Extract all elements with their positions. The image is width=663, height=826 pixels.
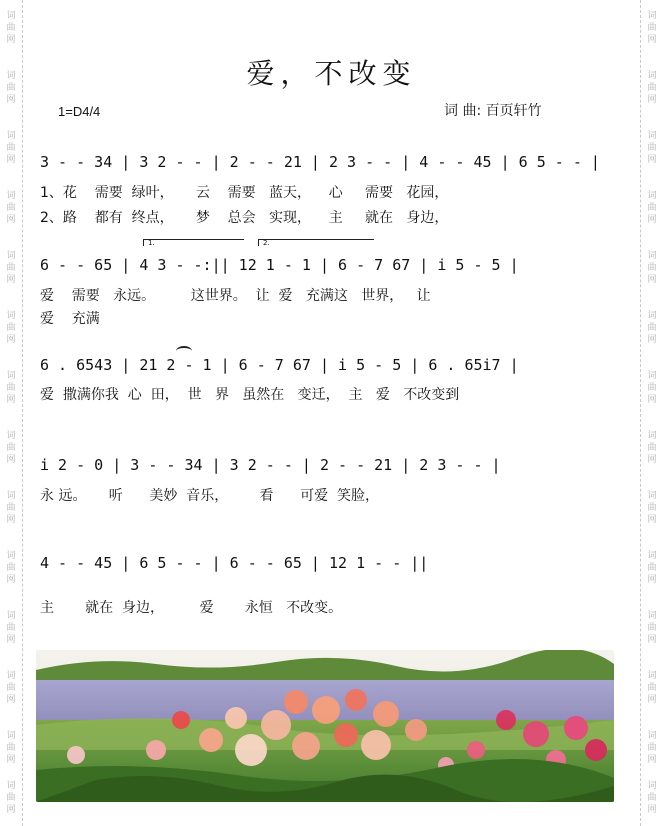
lyrics-verse-1: 1、花 需要 绿叶， 云 需要 蓝天， 心 需要 花园， [40,185,449,201]
watermark-text: 词 曲 网 [647,551,657,585]
watermark-text: 词 曲 网 [647,311,657,345]
lyrics-line: 爱 充满 [40,311,100,327]
watermark-text: 词 曲 网 [6,311,16,345]
music-notation-row: 3 - - 34 | 3 2 - - | 2 - - 21 | 2 3 - - | 4 - - 45 | 6 5 - - | [40,153,600,171]
watermark-text: 词 曲 网 [6,431,16,465]
lyrics-line: 爱 需要 永远。 这世界。 让 爱 充满这 世界， 让 [40,288,431,304]
watermark-text: 词 曲 网 [647,191,657,225]
lyrics-line: 永 远。 听 美妙 音乐， 看 可爱 笑脸， [40,488,380,504]
watermark-text: 词 曲 网 [647,611,657,645]
watermark-text: 词 曲 网 [6,781,16,815]
watermark-text: 词 曲 网 [6,551,16,585]
volta-bracket-2: 2. [258,239,374,246]
watermark-column-left [0,0,23,826]
watermark-text: 词 曲 网 [6,191,16,225]
lyrics-verse-2: 2、路 都有 终点， 梦 总会 实现， 主 就在 身边， [40,210,449,226]
lyrics-line: 爱 撒满你我 心 田， 世 界 虽然在 变迁， 主 爱 不改变到 [40,387,460,403]
watermark-text: 词 曲 网 [647,431,657,465]
watermark-text: 词 曲 网 [647,371,657,405]
music-notation-row: 4 - - 45 | 6 5 - - | 6 - - 65 | 12 1 - - || [40,554,429,572]
watermark-text: 词 曲 网 [6,131,16,165]
lyricist-composer-credit: 词 曲: 百页轩竹 [444,103,542,119]
watermark-text: 词 曲 网 [6,251,16,285]
watermark-text: 词 曲 网 [647,131,657,165]
slur-mark [176,346,192,356]
volta-bracket-1: 1. [143,239,244,246]
music-notation-row: 6 . 6543 | 21 2 - 1 | 6 - 7 67 | i 5 - 5 | 6 . 65i7 | [40,356,519,374]
watermark-text: 词 曲 网 [6,731,16,765]
watermark-text: 词 曲 网 [647,671,657,705]
watermark-column-right [640,0,663,826]
watermark-text: 词 曲 网 [6,71,16,105]
flower-garden-photo [36,650,614,802]
music-notation-row: 6 - - 65 | 4 3 - -:|| 12 1 - 1 | 6 - 7 67 | i 5 - 5 | [40,256,519,274]
watermark-text: 词 曲 网 [647,781,657,815]
watermark-text: 词 曲 网 [6,611,16,645]
lyrics-line: 主 就在 身边， 爱 永恒 不改变。 [40,600,343,616]
watermark-text: 词 曲 网 [6,371,16,405]
watermark-text: 词 曲 网 [647,251,657,285]
key-signature: 1=D4/4 [58,104,101,119]
song-title: 爱，不改变 [246,57,417,90]
watermark-text: 词 曲 网 [647,11,657,45]
watermark-text: 词 曲 网 [647,491,657,525]
watermark-text: 词 曲 网 [6,11,16,45]
watermark-text: 词 曲 网 [647,71,657,105]
watermark-text: 词 曲 网 [6,671,16,705]
music-notation-row: i 2 - 0 | 3 - - 34 | 3 2 - - | 2 - - 21 | 2 3 - - | [40,456,501,474]
watermark-text: 词 曲 网 [647,731,657,765]
watermark-text: 词 曲 网 [6,491,16,525]
